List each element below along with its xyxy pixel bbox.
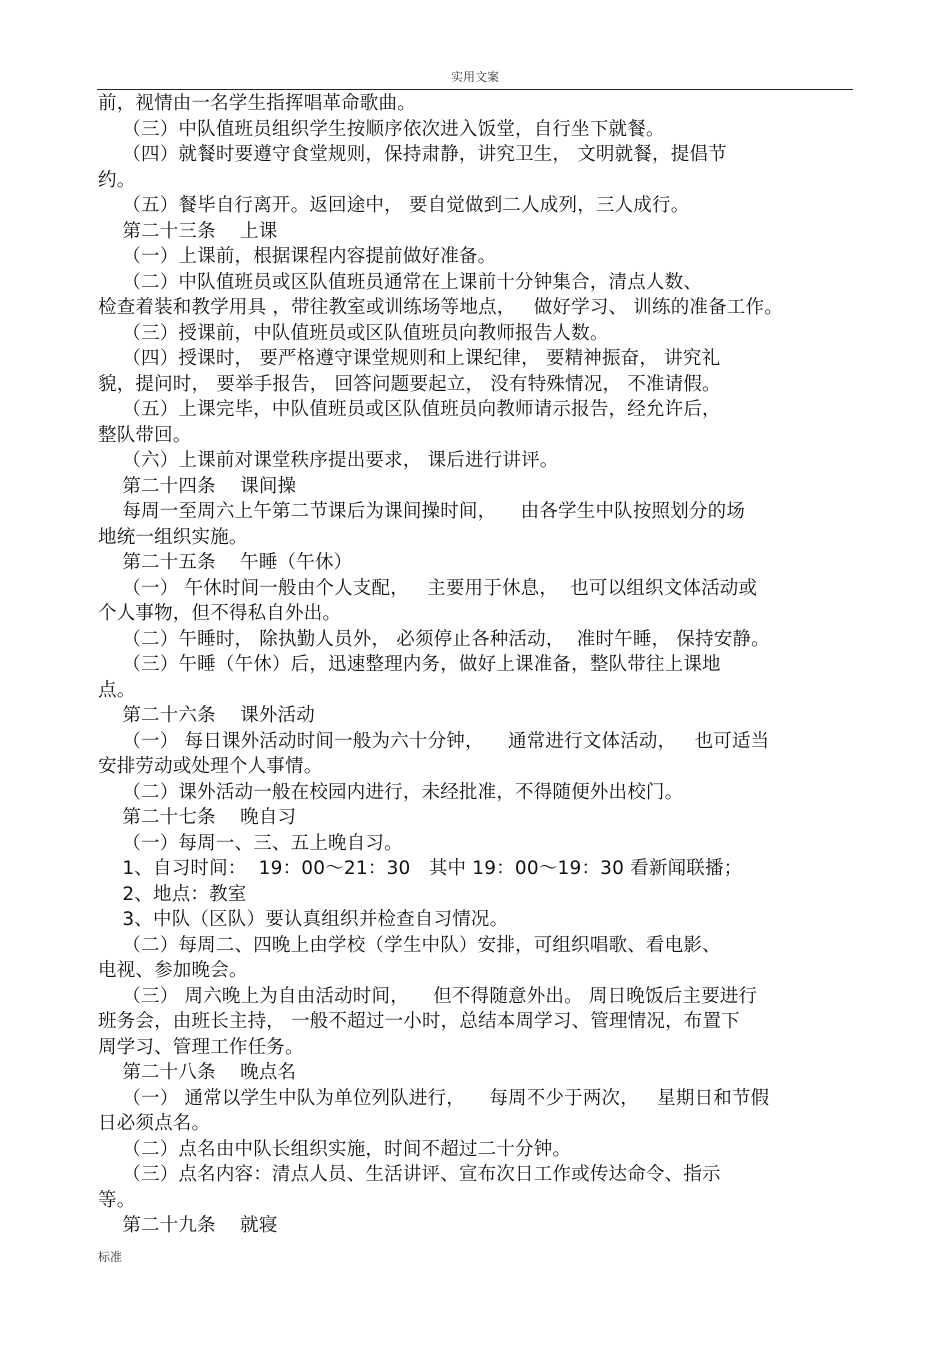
text-line: （五）上课完毕，中队值班员或区队值班员向教师请示报告，经允许后，	[98, 399, 721, 420]
text-line: （二）午睡时， 除执勤人员外， 必须停止各种活动， 准时午睡， 保持安静。	[98, 628, 770, 650]
text-line: 第二十五条 午睡（午休）	[98, 552, 353, 573]
text-line: （三）中队值班员组织学生按顺序依次进入饭堂，自行坐下就餐。	[98, 118, 665, 140]
text-line: 第二十九条 就寝	[98, 1215, 278, 1236]
text-line: （四）就餐时要遵守食堂规则，保持肃静，讲究卫生， 文明就餐，提倡节	[98, 144, 727, 165]
text-line: 周学习、管理工作任务。	[98, 1036, 304, 1058]
text-line: （六）上课前对课堂秩序提出要求， 课后进行讲评。	[98, 450, 559, 471]
text-line: （五）餐毕自行离开。返回途中， 要自觉做到二人成列，三人成行。	[98, 195, 690, 216]
page-footer: 标准	[98, 1250, 123, 1264]
text-line: 班务会，由班长主持， 一般不超过一小时，总结本周学习、管理情况，布置下	[98, 1011, 740, 1032]
text-line: （一）上课前，根据课程内容提前做好准备。	[98, 246, 497, 267]
text-line: 第二十六条 课外活动	[98, 705, 315, 726]
text-line: （四）授课时， 要严格遵守课堂规则和上课纪律， 要精神振奋， 讲究礼	[98, 348, 721, 369]
text-line: 每周一至周六上午第二节课后为课间操时间， 由各学生中队按照划分的场	[98, 501, 746, 522]
text-line: 前，视情由一名学生指挥唱革命歌曲。	[98, 93, 416, 114]
text-line: 地统一组织实施。	[98, 526, 248, 548]
document-body	[98, 91, 858, 1239]
text-line: （三） 周六晚上为自由活动时间， 但不得随意外出。 周日晚饭后主要进行	[98, 985, 758, 1007]
text-line: 个人事物，但不得私自外出。	[98, 603, 342, 624]
text-line: （一） 通常以学生中队为单位列队进行， 每周不少于两次， 星期日和节假	[98, 1087, 770, 1109]
text-line: 第二十七条 晚自习	[98, 807, 297, 828]
text-line: （二）每周二、四晚上由学校（学生中队）安排，可组织唱歌、看电影、	[98, 934, 721, 956]
text-line: 约。	[98, 169, 136, 191]
text-line: 第二十四条 课间操	[98, 475, 297, 497]
page-header: 实用文案	[450, 70, 499, 84]
text-line: 整队带回。	[98, 424, 192, 446]
text-line: （三）授课前，中队值班员或区队值班员向教师报告人数。	[98, 322, 609, 344]
text-line: 点。	[98, 679, 136, 701]
text-line: 3、中队（区队）要认真组织并检查自习情况。	[98, 909, 509, 930]
text-line: （二）课外活动一般在校园内进行，未经批准，不得随便外出校门。	[98, 781, 684, 803]
text-line: 第二十八条 晚点名	[98, 1062, 297, 1083]
text-line: 等。	[98, 1189, 136, 1211]
text-line: （一） 午休时间一般由个人支配， 主要用于休息， 也可以组织文体活动或	[98, 577, 758, 599]
text-line: （三）点名内容：清点人员、生活讲评、宣布次日工作或传达命令、指示	[98, 1164, 721, 1185]
header-rule	[97, 89, 853, 90]
text-line: 貌，提问时， 要举手报告， 回答问题要起立， 没有特殊情况， 不准请假。	[98, 373, 721, 395]
text-line: （一）每周一、三、五上晚自习。	[98, 832, 403, 854]
text-line: （一） 每日课外活动时间一般为六十分钟， 通常进行文体活动， 也可适当	[98, 730, 770, 752]
text-line: 日必须点名。	[98, 1113, 211, 1134]
text-line: （二）点名由中队长组织实施，时间不超过二十分钟。	[98, 1138, 572, 1160]
text-line: 检查着装和教学用具 ，带往教室或训练场等地点， 做好学习、 训练的准备工作。	[98, 297, 783, 318]
text-line: 1、自习时间： 19：00～21：30 其中 19：00～19：30 看新闻联播；	[98, 858, 743, 879]
text-line: （二）中队值班员或区队值班员通常在上课前十分钟集合，清点人数、	[98, 271, 703, 293]
text-line: （三）午睡（午休）后，迅速整理内务，做好上课准备，整队带往上课地	[98, 654, 721, 675]
text-line: 2、地点：教室	[98, 883, 247, 905]
text-line: 安排劳动或处理个人事情。	[98, 756, 323, 777]
text-line: 电视、参加晚会。	[98, 960, 248, 981]
text-line: 第二十三条 上课	[98, 220, 278, 242]
